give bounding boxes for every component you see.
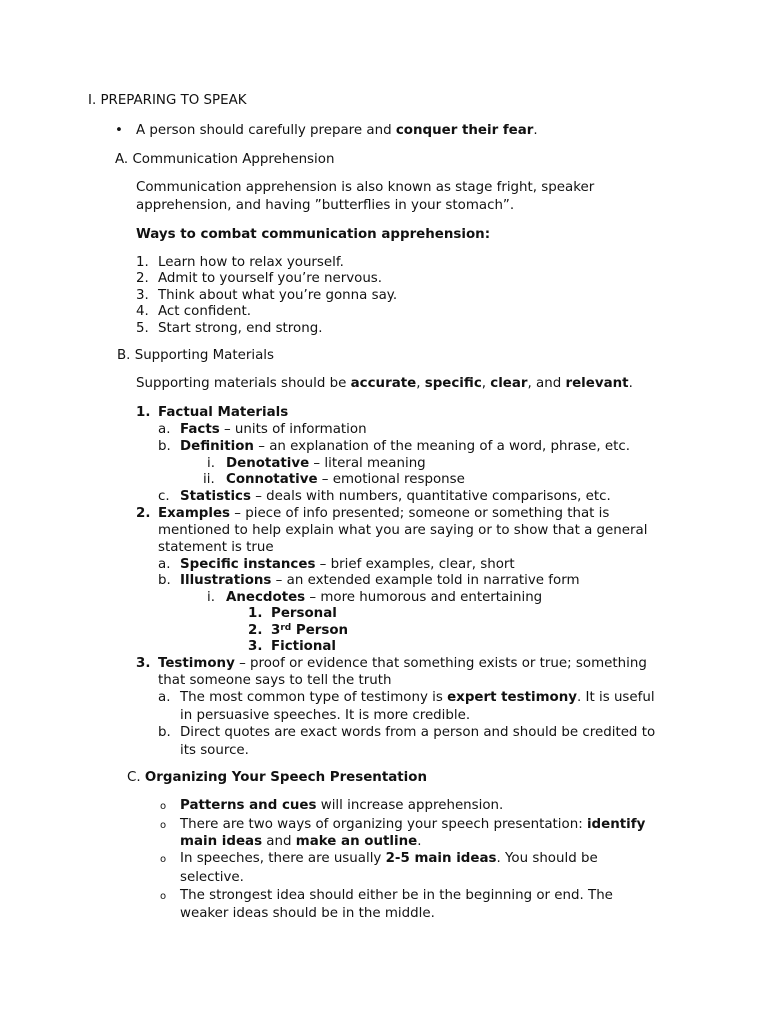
denotative-item [226,455,426,472]
factual-title: Factual Materials [158,405,289,420]
ways-num-5: 5. [136,321,149,336]
bold-text: Statistics [180,489,251,504]
text: . [533,123,538,138]
text: – literal meaning [309,456,426,471]
text: – proof or evidence that something exists or true; something [234,656,647,671]
kind-num-2: 2. [248,623,263,638]
testimony-a-line1 [180,689,655,706]
anecdotes-num: i. [207,590,215,605]
text: , [416,376,425,391]
text: . You should be [496,851,598,866]
bold-text: Anecdotes [226,590,306,605]
bold-text: Connotative [226,472,318,487]
section-a-para-line2: apprehension, and having ”butterflies in your stomach”. [136,198,515,213]
section-c-item-3-line2: selective. [180,870,244,885]
text: – piece of info presented; someone or something that is [230,506,610,521]
testimony-a-num: a. [158,690,171,705]
text: . It is useful [577,690,655,705]
testimony-b-line2: its source. [180,743,249,758]
connotative-num: ii. [203,472,215,487]
ways-item-5: Start strong, end strong. [158,321,323,336]
section-c-item-1 [180,797,503,814]
section-c-heading [127,769,427,786]
factual-num: 1. [136,405,151,420]
bold-text: Denotative [226,456,310,471]
illustrations-item [180,572,580,589]
bold-text: 2-5 main ideas [385,851,497,866]
text: Person [291,623,349,638]
ways-num-3: 3. [136,288,149,303]
facts-item [180,421,367,438]
specific-item [180,556,515,573]
ways-num-2: 2. [136,271,149,286]
circle-bullet-icon: o [160,854,167,865]
bold-text: Specific instances [180,557,316,572]
text: , [481,376,491,391]
bold-text: main ideas [180,834,263,849]
facts-num: a. [158,422,171,437]
testimony-a-line2: in persuasive speeches. It is more credible. [180,708,471,723]
testimony-line2: that someone says to tell the truth [158,673,392,688]
bold-text: make an outline [295,834,418,849]
circle-bullet-icon: o [160,891,167,902]
superscript: rd [280,623,292,633]
circle-bullet-icon: o [160,820,167,831]
bold-text: relevant [565,376,629,391]
examples-line2: mentioned to help explain what you are saying or to show that a general [158,523,648,538]
text: , and [527,376,566,391]
testimony-b-line1: Direct quotes are exact words from a person and should be credited to [180,725,656,740]
examples-line3: statement is true [158,540,274,555]
bold-text: specific [424,376,482,391]
bold-text: identify [586,817,646,832]
text: A person should carefully prepare and [136,123,396,138]
bold-text: conquer their fear [395,123,534,138]
bold-text: Facts [180,422,220,437]
kind-personal: Personal [271,606,337,621]
text: – an extended example told in narrative form [271,573,580,588]
examples-num: 2. [136,506,151,521]
text: . [628,376,633,391]
bold-text: clear [490,376,528,391]
ways-heading: Ways to combat communication apprehension: [136,227,491,242]
denotative-num: i. [207,456,215,471]
text: Supporting materials should be [136,376,351,391]
bold-text: accurate [350,376,417,391]
section-c-item-4-line2: weaker ideas should be in the middle. [180,906,435,921]
definition-num: b. [158,439,171,454]
bullet-icon [115,122,123,139]
bold-text: expert testimony [447,690,578,705]
bold-text: Examples [158,506,231,521]
testimony-num: 3. [136,656,151,671]
ways-item-3: Think about what you’re gonna say. [158,288,398,303]
definition-item [180,438,630,455]
text: – deals with numbers, quantitative comparisons, etc. [250,489,611,504]
section-b-intro [136,375,633,392]
text: 3 [271,623,281,638]
kind-num-3: 3. [248,639,263,654]
text: – units of information [219,422,367,437]
circle-bullet-icon: o [160,801,167,812]
section-i-bullet [136,122,538,139]
text: will increase apprehension. [316,798,504,813]
section-i-heading: I. PREPARING TO SPEAK [88,93,247,108]
testimony-b-num: b. [158,725,171,740]
section-c-item-3-line1 [180,850,598,867]
illustrations-num: b. [158,573,171,588]
anecdotes-item [226,589,542,606]
testimony-line1 [158,655,647,672]
text: The most common type of testimony is [180,690,448,705]
text: and [262,834,296,849]
text: – an explanation of the meaning of a word, phrase, etc. [253,439,631,454]
section-c-item-4-line1: The strongest idea should either be in the beginning or end. The [180,888,613,903]
kind-third-person [271,622,348,639]
text: – emotional response [317,472,465,487]
section-c-item-2-line1 [180,816,645,833]
ways-item-1: Learn how to relax yourself. [158,255,344,270]
text: In speeches, there are usually [180,851,386,866]
text: – more humorous and entertaining [305,590,543,605]
statistics-item [180,488,611,505]
bold-text: Definition [180,439,254,454]
bold-text: Testimony [158,656,235,671]
bold-text: Patterns and cues [180,798,317,813]
connotative-item [226,471,465,488]
specific-num: a. [158,557,171,572]
bold-text: Organizing Your Speech Presentation [144,770,428,785]
section-b-heading: B. Supporting Materials [117,348,274,363]
section-c-item-2-line2 [180,833,421,850]
kind-fictional: Fictional [271,639,337,654]
section-a-heading: A. Communication Apprehension [115,152,335,167]
statistics-num: c. [158,489,170,504]
ways-num-4: 4. [136,304,149,319]
ways-num-1: 1. [136,255,149,270]
text: . [417,834,422,849]
kind-num-1: 1. [248,606,263,621]
bold-text: Illustrations [180,573,272,588]
text: There are two ways of organizing your speech presentation: [180,817,587,832]
ways-item-2: Admit to yourself you’re nervous. [158,271,383,286]
ways-item-4: Act confident. [158,304,252,319]
text: C. [127,770,145,785]
text: – brief examples, clear, short [315,557,515,572]
examples-line1 [158,505,609,522]
section-a-para-line1: Communication apprehension is also known as stage fright, speaker [136,180,595,195]
